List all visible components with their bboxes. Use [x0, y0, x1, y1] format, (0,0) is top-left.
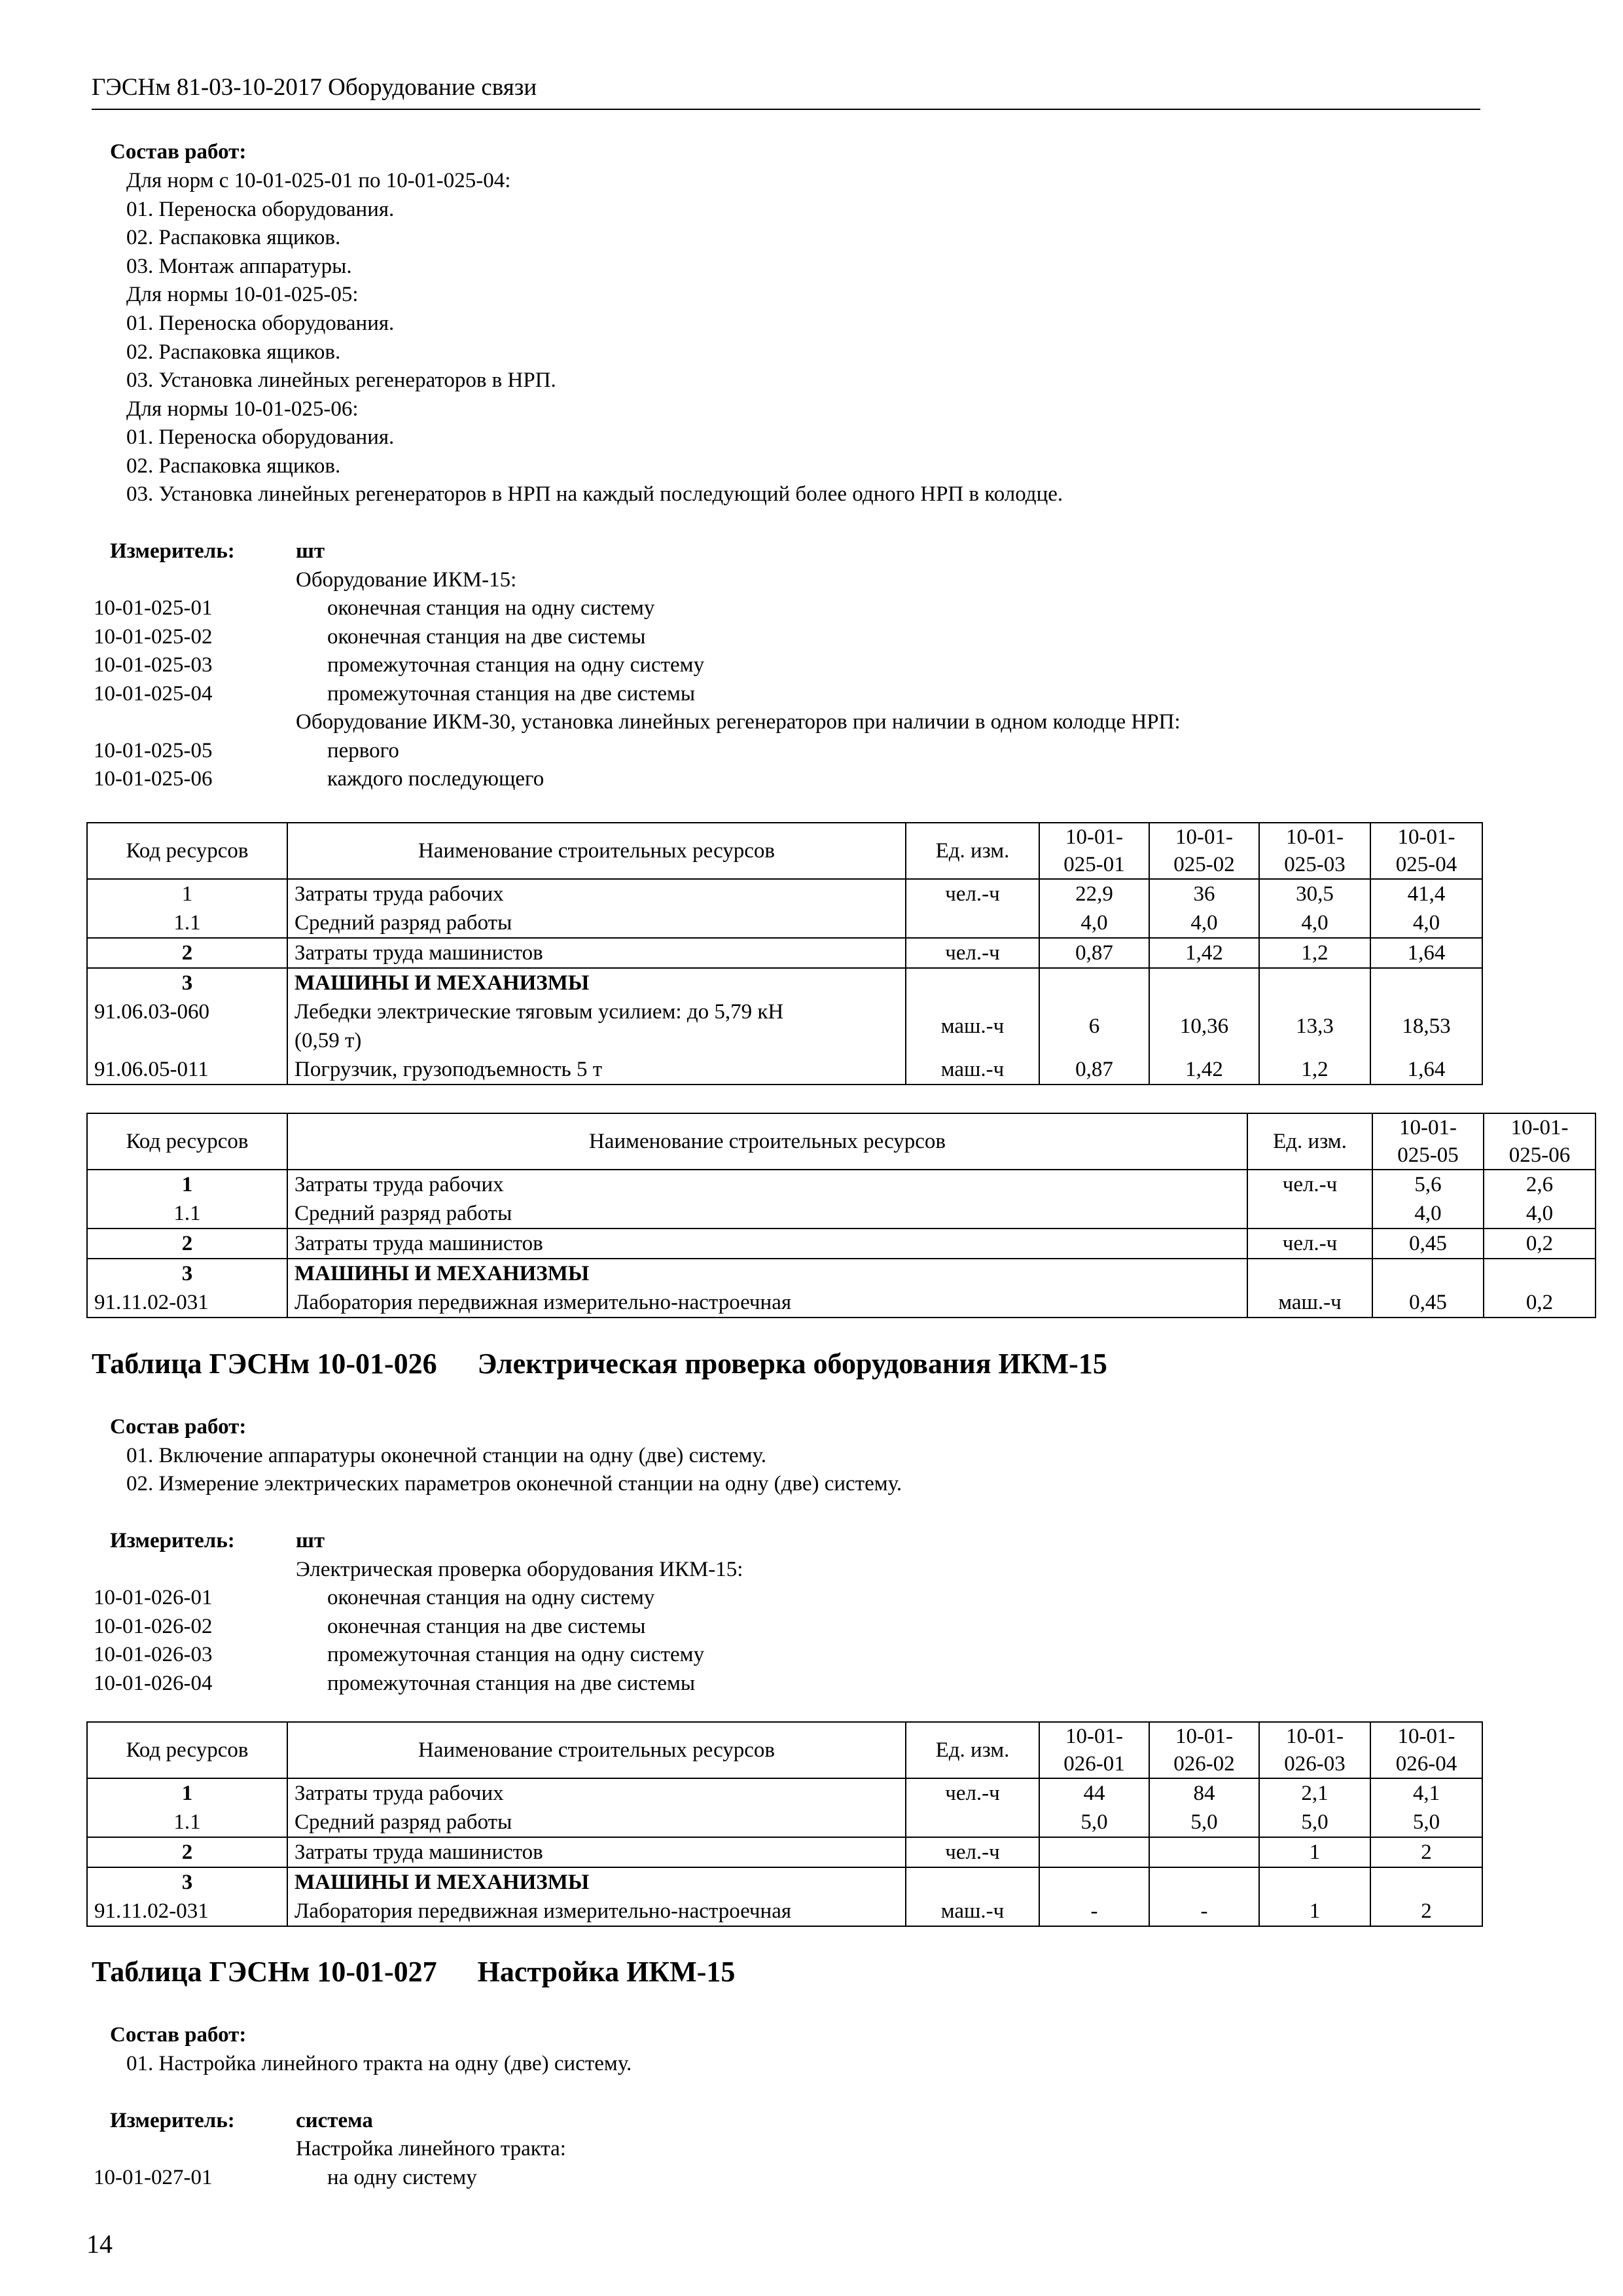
resource-name: Средний разряд работы	[287, 1808, 906, 1837]
meter-group: Оборудование ИКМ-15:	[296, 568, 517, 592]
resource-name: Средний разряд работы	[287, 1199, 1247, 1229]
resource-name: МАШИНЫ И МЕХАНИЗМЫ	[287, 1259, 1247, 1288]
resource-code: 91.06.03-060	[87, 997, 287, 1055]
norm-code: 10-01-025-04	[94, 682, 213, 706]
section-title-027	[92, 1955, 735, 1988]
resource-value: 2	[1370, 1837, 1482, 1867]
resource-value: 10,36	[1149, 997, 1259, 1055]
resource-code: 91.06.05-011	[87, 1055, 287, 1085]
resource-unit: маш.-ч	[906, 1897, 1039, 1926]
resource-value: 2,1	[1259, 1778, 1370, 1808]
table-row	[87, 1808, 1482, 1837]
column-header: 10-01- 026-01	[1039, 1722, 1149, 1778]
resource-value	[1149, 968, 1259, 997]
meter-label: Измеритель:	[110, 539, 235, 563]
resource-value: 13,3	[1259, 997, 1370, 1055]
norm-code: 10-01-026-04	[94, 1672, 213, 1695]
table-row	[87, 1897, 1482, 1926]
table-name: Электрическая проверка оборудования ИКМ-15	[477, 1348, 1107, 1380]
resource-value	[1039, 1867, 1149, 1897]
resource-value	[1372, 1259, 1484, 1288]
column-header: 10-01- 025-02	[1149, 823, 1259, 879]
resource-value: 4,0	[1259, 908, 1370, 938]
resource-name: Лебедки электрические тяговым усилием: до 5,79 кН (0,59 т)	[287, 997, 906, 1055]
meter-group: Оборудование ИКМ-30, установка линейных регенераторов при наличии в одном колодце НРП:	[296, 710, 1181, 734]
column-header: 10-01- 025-03	[1259, 823, 1370, 879]
composition-line: 03. Установка линейных регенераторов в НРП на каждый последующий более одного НРП в колодце.	[126, 482, 1063, 506]
resource-value: 1,2	[1259, 938, 1370, 968]
norm-code: 10-01-025-06	[94, 767, 213, 791]
resource-unit	[906, 1867, 1039, 1897]
header-rule	[92, 109, 1480, 110]
composition-line: 02. Измерение электрических параметров оконечной станции на одну (две) систему.	[126, 1472, 902, 1496]
resource-code: 1.1	[87, 1808, 287, 1837]
resource-code: 2	[87, 1837, 287, 1867]
resource-unit	[906, 968, 1039, 997]
resource-value: 6	[1039, 997, 1149, 1055]
resource-value	[1039, 1837, 1149, 1867]
resource-value	[1039, 968, 1149, 997]
section-title-026	[92, 1347, 1107, 1380]
table-header-row	[87, 823, 1482, 879]
resource-value	[1484, 1259, 1596, 1288]
resource-value: 36	[1149, 879, 1259, 908]
resource-value: 1,64	[1370, 938, 1482, 968]
meter-label: Измеритель:	[110, 1529, 235, 1552]
norm-code: 10-01-027-01	[94, 2166, 213, 2189]
resource-value: 30,5	[1259, 879, 1370, 908]
resource-value: 5,6	[1372, 1170, 1484, 1199]
table-row	[87, 1199, 1596, 1229]
resource-value: -	[1039, 1897, 1149, 1926]
resource-unit: маш.-ч	[906, 1055, 1039, 1085]
resource-name: Затраты труда машинистов	[287, 938, 906, 968]
table-name: Настройка ИКМ-15	[477, 1956, 736, 1988]
norm-code: 10-01-025-01	[94, 596, 213, 620]
resource-name: Погрузчик, грузоподъемность 5 т	[287, 1055, 906, 1085]
table-row	[87, 997, 1482, 1055]
resource-value: -	[1149, 1897, 1259, 1926]
resource-code: 91.11.02-031	[87, 1288, 287, 1318]
resource-value: 2	[1370, 1897, 1482, 1926]
table-row	[87, 1229, 1596, 1259]
table-row	[87, 1837, 1482, 1867]
column-header: Наименование строительных ресурсов	[287, 823, 906, 879]
norm-description: первого	[327, 739, 399, 762]
column-header: 10-01- 026-03	[1259, 1722, 1370, 1778]
resource-value: 5,0	[1039, 1808, 1149, 1837]
resource-name: Затраты труда машинистов	[287, 1229, 1247, 1259]
composition-line: 02. Распаковка ящиков.	[126, 454, 341, 478]
resource-name: МАШИНЫ И МЕХАНИЗМЫ	[287, 968, 906, 997]
column-header: Код ресурсов	[87, 1722, 287, 1778]
composition-line: 01. Переноска оборудования.	[126, 312, 395, 335]
resource-value: 0,87	[1039, 1055, 1149, 1085]
resource-value: 0,45	[1372, 1229, 1484, 1259]
composition-line: Для нормы 10-01-025-05:	[126, 283, 359, 306]
resource-value	[1259, 1867, 1370, 1897]
resource-value	[1370, 1867, 1482, 1897]
composition-line: 02. Распаковка ящиков.	[126, 226, 341, 249]
resource-value: 1,42	[1149, 938, 1259, 968]
resource-value: 4,0	[1149, 908, 1259, 938]
composition-label: Состав работ:	[110, 1415, 247, 1439]
resource-value: 5,0	[1149, 1808, 1259, 1837]
column-header: Ед. изм.	[906, 1722, 1039, 1778]
resources-table-025-05-06	[86, 1113, 1596, 1318]
norm-description: промежуточная станция на две системы	[327, 1672, 696, 1695]
norm-description: промежуточная станция на две системы	[327, 682, 696, 706]
norm-code: 10-01-025-02	[94, 625, 213, 649]
norm-code: 10-01-025-03	[94, 653, 213, 677]
resource-unit: чел.-ч	[1247, 1229, 1372, 1259]
norm-description: каждого последующего	[327, 767, 544, 791]
resource-unit	[906, 1808, 1039, 1837]
composition-line: 01. Настройка линейного тракта на одну (две) систему.	[126, 2052, 632, 2075]
resource-unit	[906, 908, 1039, 938]
composition-line: 01. Переноска оборудования.	[126, 425, 395, 449]
resource-value: 44	[1039, 1778, 1149, 1808]
resource-value: 41,4	[1370, 879, 1482, 908]
column-header: 10-01- 025-06	[1484, 1113, 1596, 1170]
resource-code: 3	[87, 1259, 287, 1288]
norm-code: 10-01-026-01	[94, 1586, 213, 1609]
resource-name: МАШИНЫ И МЕХАНИЗМЫ	[287, 1867, 906, 1897]
resource-value: 1	[1259, 1837, 1370, 1867]
resource-unit: чел.-ч	[906, 1778, 1039, 1808]
resource-unit	[1247, 1259, 1372, 1288]
column-header: 10-01- 026-02	[1149, 1722, 1259, 1778]
composition-line: 01. Переноска оборудования.	[126, 198, 395, 221]
resource-unit: маш.-ч	[1247, 1288, 1372, 1318]
column-header: 10-01- 025-04	[1370, 823, 1482, 879]
resource-value: 1,2	[1259, 1055, 1370, 1085]
resource-unit: чел.-ч	[1247, 1170, 1372, 1199]
meter-group: Электрическая проверка оборудования ИКМ-15:	[296, 1558, 743, 1581]
meter-label: Измеритель:	[110, 2109, 235, 2132]
norm-description: промежуточная станция на одну систему	[327, 1643, 705, 1666]
table-header-row	[87, 1113, 1596, 1170]
resource-value: 4,0	[1039, 908, 1149, 938]
norm-code: 10-01-026-03	[94, 1643, 213, 1666]
resource-code: 2	[87, 938, 287, 968]
norm-description: оконечная станция на две системы	[327, 625, 646, 649]
meter-unit: система	[296, 2109, 373, 2132]
composition-label: Состав работ:	[110, 2023, 247, 2047]
table-row	[87, 1778, 1482, 1808]
column-header: Наименование строительных ресурсов	[287, 1722, 906, 1778]
composition-label: Состав работ:	[110, 140, 247, 164]
resource-name: Затраты труда рабочих	[287, 1778, 906, 1808]
resource-value: 0,2	[1484, 1288, 1596, 1318]
resource-value: 4,0	[1370, 908, 1482, 938]
resource-name: Лаборатория передвижная измерительно-настроечная	[287, 1288, 1247, 1318]
resource-unit: чел.-ч	[906, 938, 1039, 968]
table-row	[87, 968, 1482, 997]
resource-value: 2,6	[1484, 1170, 1596, 1199]
resource-value: 84	[1149, 1778, 1259, 1808]
page-header-title: ГЭСНм 81-03-10-2017 Оборудование связи	[92, 74, 537, 101]
resource-value: 4,0	[1484, 1199, 1596, 1229]
table-row	[87, 938, 1482, 968]
column-header: Наименование строительных ресурсов	[287, 1113, 1247, 1170]
meter-group: Настройка линейного тракта:	[296, 2137, 566, 2161]
norm-description: оконечная станция на две системы	[327, 1615, 646, 1638]
meter-unit: шт	[296, 539, 325, 563]
resource-value	[1259, 968, 1370, 997]
resource-value	[1149, 1867, 1259, 1897]
resource-value: 4,1	[1370, 1778, 1482, 1808]
resource-value: 18,53	[1370, 997, 1482, 1055]
column-header: Ед. изм.	[906, 823, 1039, 879]
resource-name: Лаборатория передвижная измерительно-настроечная	[287, 1897, 906, 1926]
composition-line: 03. Монтаж аппаратуры.	[126, 255, 352, 278]
table-row	[87, 1259, 1596, 1288]
resource-value: 0,45	[1372, 1288, 1484, 1318]
resource-value: 4,0	[1372, 1199, 1484, 1229]
composition-line: Для норм с 10-01-025-01 по 10-01-025-04:	[126, 169, 511, 192]
column-header: 10-01- 025-05	[1372, 1113, 1484, 1170]
resource-code: 1.1	[87, 1199, 287, 1229]
resource-code: 3	[87, 968, 287, 997]
column-header: Ед. изм.	[1247, 1113, 1372, 1170]
table-row	[87, 1288, 1596, 1318]
column-header: 10-01- 026-04	[1370, 1722, 1482, 1778]
meter-unit: шт	[296, 1529, 325, 1552]
table-code: Таблица ГЭСНм 10-01-027	[92, 1956, 437, 1988]
norm-description: на одну систему	[327, 2166, 477, 2189]
norm-description: промежуточная станция на одну систему	[327, 653, 705, 677]
resource-code: 1	[87, 1778, 287, 1808]
resource-code: 91.11.02-031	[87, 1897, 287, 1926]
resource-unit: чел.-ч	[906, 1837, 1039, 1867]
norm-code: 10-01-026-02	[94, 1615, 213, 1638]
resource-value	[1149, 1837, 1259, 1867]
resource-unit: маш.-ч	[906, 997, 1039, 1055]
resource-value: 5,0	[1370, 1808, 1482, 1837]
column-header: 10-01- 025-01	[1039, 823, 1149, 879]
resource-value: 1,64	[1370, 1055, 1482, 1085]
resources-table-026	[86, 1721, 1483, 1927]
resource-code: 1.1	[87, 908, 287, 938]
resource-value: 0,2	[1484, 1229, 1596, 1259]
norm-description: оконечная станция на одну систему	[327, 596, 655, 620]
resource-code: 1	[87, 879, 287, 908]
resource-value: 1,42	[1149, 1055, 1259, 1085]
table-header-row	[87, 1722, 1482, 1778]
resource-unit	[1247, 1199, 1372, 1229]
resource-name: Средний разряд работы	[287, 908, 906, 938]
resource-value: 1	[1259, 1897, 1370, 1926]
resource-code: 3	[87, 1867, 287, 1897]
column-header: Код ресурсов	[87, 823, 287, 879]
resource-name: Затраты труда рабочих	[287, 1170, 1247, 1199]
resource-value: 5,0	[1259, 1808, 1370, 1837]
column-header: Код ресурсов	[87, 1113, 287, 1170]
table-row	[87, 879, 1482, 908]
page-number: 14	[86, 2229, 113, 2259]
resource-value: 0,87	[1039, 938, 1149, 968]
table-row	[87, 908, 1482, 938]
resource-value: 22,9	[1039, 879, 1149, 908]
resource-code: 1	[87, 1170, 287, 1199]
composition-line: 02. Распаковка ящиков.	[126, 340, 341, 364]
composition-line: Для нормы 10-01-025-06:	[126, 397, 359, 421]
composition-line: 01. Включение аппаратуры оконечной станции на одну (две) систему.	[126, 1444, 766, 1467]
norm-code: 10-01-025-05	[94, 739, 213, 762]
resources-table-025-01-04	[86, 822, 1483, 1085]
resource-value	[1370, 968, 1482, 997]
norm-description: оконечная станция на одну систему	[327, 1586, 655, 1609]
table-row	[87, 1867, 1482, 1897]
resource-name: Затраты труда машинистов	[287, 1837, 906, 1867]
composition-line: 03. Установка линейных регенераторов в НРП.	[126, 368, 556, 392]
table-code: Таблица ГЭСНм 10-01-026	[92, 1348, 437, 1380]
table-row	[87, 1055, 1482, 1085]
resource-unit: чел.-ч	[906, 879, 1039, 908]
resource-name: Затраты труда рабочих	[287, 879, 906, 908]
resource-code: 2	[87, 1229, 287, 1259]
table-row	[87, 1170, 1596, 1199]
